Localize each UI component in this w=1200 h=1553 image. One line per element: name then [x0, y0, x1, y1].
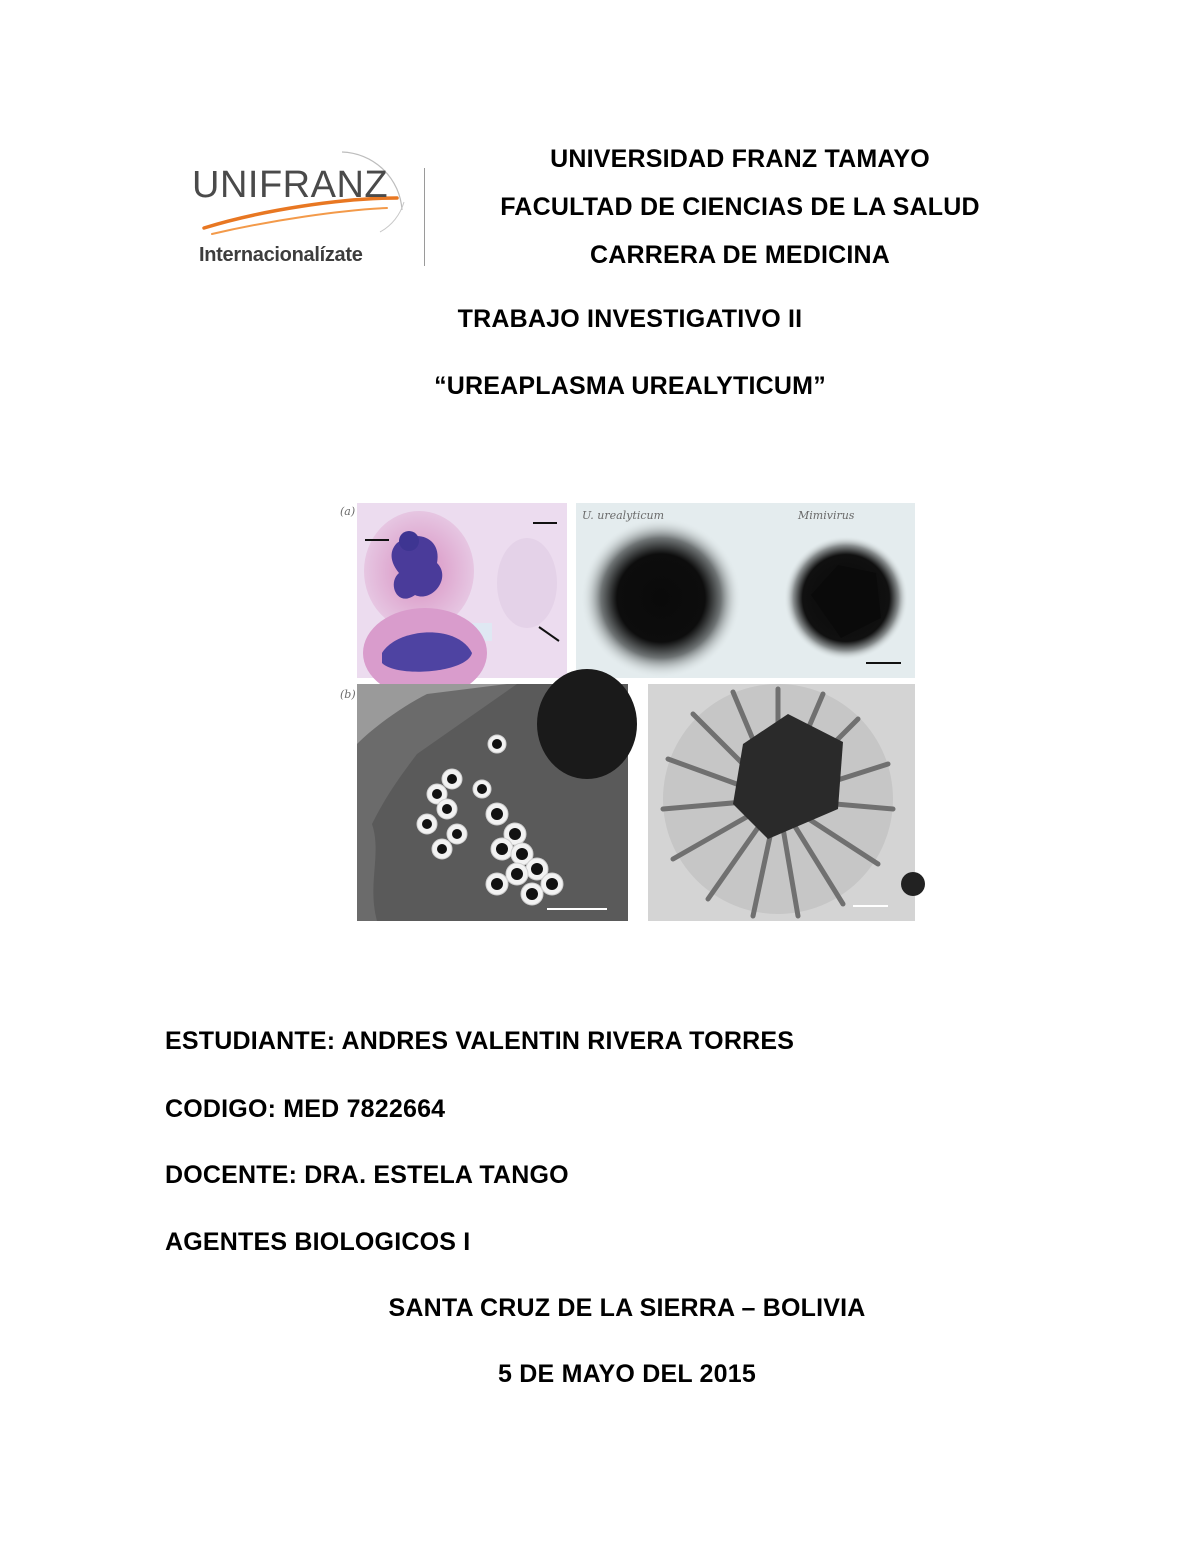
- tem-cell-image: [340, 684, 628, 921]
- code-line: CODIGO: MED 7822664: [165, 1095, 446, 1123]
- date-line: 5 DE MAYO DEL 2015: [498, 1360, 756, 1388]
- mimivirus-tem-image: [648, 684, 915, 921]
- logo-divider: [424, 168, 425, 266]
- university-name: UNIVERSIDAD FRANZ TAMAYO: [550, 145, 930, 173]
- teacher-line: DOCENTE: DRA. ESTELA TANGO: [165, 1161, 569, 1189]
- place-line: SANTA CRUZ DE LA SIERRA – BOLIVIA: [388, 1294, 866, 1322]
- work-type: TRABAJO INVESTIGATIVO II: [457, 305, 803, 333]
- student-line: ESTUDIANTE: ANDRES VALENTIN RIVERA TORRES: [165, 1027, 795, 1055]
- logo-wordmark: UNIFRANZ: [192, 164, 389, 206]
- mimivirus-label: Mimivirus: [798, 509, 855, 522]
- unifranz-logo: [192, 140, 432, 270]
- colonies-image: [576, 503, 915, 678]
- panel-a-label: (a): [340, 505, 356, 518]
- u-urealyticum-label: U. urealyticum: [582, 509, 665, 522]
- work-title: “UREAPLASMA UREALYTICUM”: [434, 372, 826, 400]
- microscopy-figure: [340, 503, 915, 921]
- faculty-name: FACULTAD DE CIENCIAS DE LA SALUD: [500, 193, 980, 221]
- panel-b-label: (b): [340, 688, 356, 701]
- career-name: CARRERA DE MEDICINA: [589, 241, 891, 269]
- subject-line: AGENTES BIOLOGICOS I: [165, 1228, 471, 1256]
- logo-tagline: Internacionalízate: [199, 244, 363, 266]
- stained-cells-image: [340, 503, 567, 678]
